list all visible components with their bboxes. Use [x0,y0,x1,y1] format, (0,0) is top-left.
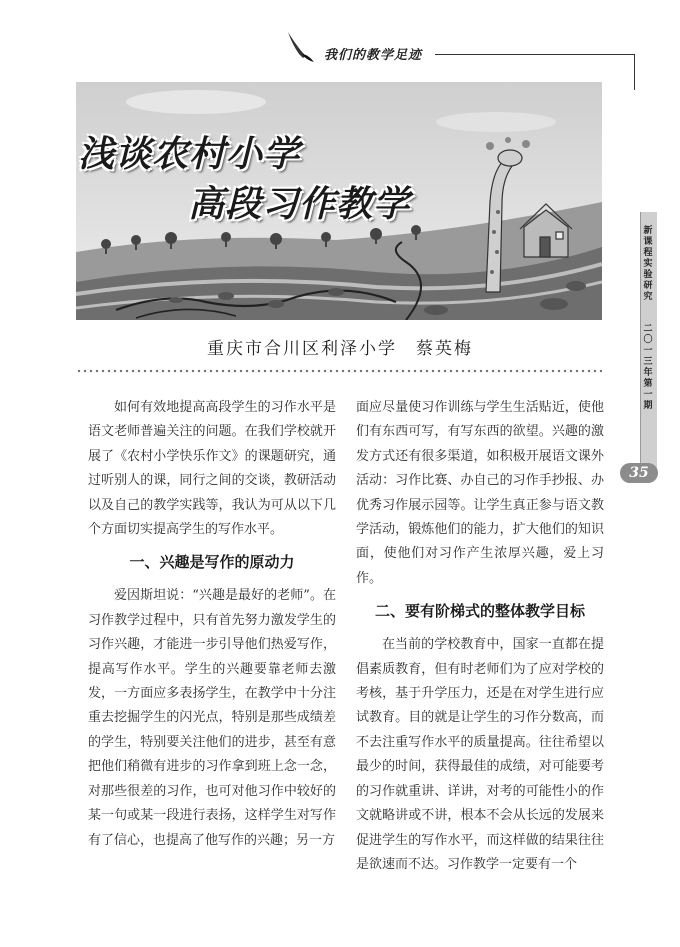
page-header [0,0,680,80]
intro-paragraph: 如何有效地提高高段学生的习作水平是语文老师普遍关注的问题。在我们学校就开展了《农村小学快乐作文》的课题研究，通过听别人的课，同行之间的交谈，教研活动以及自己的教学实践等，我认为可从以下几个方面切实提高学生的写作水平。 [88,400,336,538]
title-banner [76,82,602,320]
journal-name: 新课程实验研究 [643,226,653,302]
section-header-title: 我们的教学足迹 [324,48,423,63]
right-column [356,396,604,877]
left-column [88,396,336,853]
brush-pen-icon [284,30,318,64]
heading-section-1: 一、兴趣是写作的原动力 [129,553,295,572]
article-title-line1: 浅谈农村小学 [78,134,301,175]
author-line: 重庆市合川区利泽小学 蔡英梅 [207,339,473,359]
header-rule-vertical [634,54,635,90]
header-rule [435,54,635,55]
section-1-paragraph-continued: 面应尽量使习作训练与学生生活贴近，使他们有东西可写，有写东西的欲望。兴趣的激发方式还有很多渠道，如积极开展语文课外活动：习作比赛、办自己的习作手抄报、办优秀习作展示园等。让学生真正参与语文教学活动，锻炼他们的能力，扩大他们的知识面，使他们对习作产生浓厚兴趣，爱上习作。 [356,400,604,586]
heading-section-2: 二、要有阶梯式的整体教学目标 [374,602,585,621]
page-number: 35 [620,463,658,483]
article-title-line2: 高段习作教学 [188,184,411,225]
dotted-divider [76,369,602,373]
section-2-paragraph: 在当前的学校教育中，国家一直都在提倡素质教育，但有时老师们为了应对学校的考核，基于升学压力，还是在对学生进行应试教育。目的就是让学生的习作分数高，而不去注重写作水平的质量提高。往往希望以最少的时间，获得最佳的成绩，对可能要考的习作就重讲、详讲，对考的可能性小的作文就略讲或不讲，根本不会从长远的发展来促进学生的写作水平，而这样做的结果往往是欲速而不达。习作教学一定要有一个 [356,637,604,872]
section-1-paragraph: 爱因斯坦说：“兴趣是最好的老师”。在习作教学过程中，只有首先努力激发学生的习作兴趣，才能进一步引导他们热爱写作，提高写作水平。学生的兴趣要靠老师去激发，一方面应多表扬学生，在教学中十分注重去挖掘学生的闪光点，特别是那些成绩差的学生，特别要关注他们的进步，甚至有意把他们稍微有进步的习作拿到班上念一念，对那些很差的习作，也可对他习作中较好的某一句或某一段进行表扬，这样学生对写作有了信心，也提高了他写作的兴趣；另一方 [88,588,336,848]
issue-label: 二〇一三年第一期 [643,324,653,411]
